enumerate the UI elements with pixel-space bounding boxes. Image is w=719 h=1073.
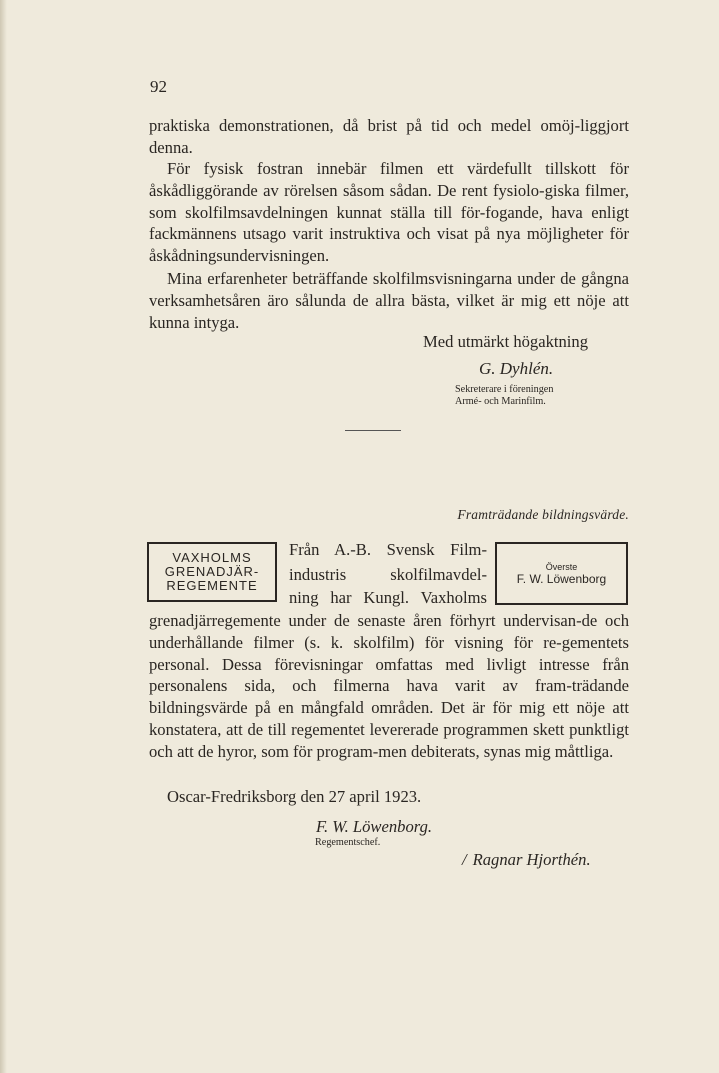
regiment-label-box — [147, 542, 277, 602]
page-spine-shadow — [0, 0, 7, 1073]
dateline: Oscar-Fredriksborg den 27 april 1923. — [167, 787, 422, 806]
colonel-label-box — [495, 542, 628, 605]
page-number: 92 — [150, 77, 167, 96]
regiment-label-line3: REGEMENTE — [166, 578, 258, 593]
wrapped-line-1: Från A.-B. Svensk Film- — [289, 540, 487, 559]
wrapped-line-3: ning har Kungl. Vaxholms — [289, 588, 487, 607]
signature-dyhlen-title-line1: Sekreterare i föreningen — [455, 384, 554, 395]
paragraph-3: Mina erfarenheter beträffande skolfilmsvisningarna under de gångna verksamhetsåren äro sålunda de allra bästa, vilket är mig ett nöje att kunna intyga. — [149, 269, 629, 332]
paragraph-1: praktiska demonstrationen, då brist på tid och medel omöj-liggjort denna. — [149, 116, 629, 157]
paragraph-4: grenadjärregemente under de senaste åren förhyrt undervisan-de och underhållande filmer (s. k. skolfilm) för visning för re-gementets personal. Dessa förevisningar omfattas med livligt intresse från personalens sida, och filmerna hava varit av fram-trädande bildningsvärde på en mångfald områden. Det är för mig ett nöje att konstatera, att de till regementet levererade programmen skett punktligt och att de hyror, som för program-men debiterats, synas mig måttliga. — [149, 611, 629, 761]
wrapped-line-2: industris skolfilmavdel- — [289, 565, 487, 584]
regiment-label-line2: GRENADJÄR- — [164, 564, 260, 579]
paragraph-2: För fysisk fostran innebär filmen ett värdefullt tillskott för åskådliggörande av rörelsen såsom sådan. De rent fysiolo-giska filmer, som skolfilmsavdelningen kunnat ställa till för-fogande, hava enligt fackmännens utsago varit instruktiva och visat på nya möjligheter för åskådningsundervisningen. — [149, 159, 629, 266]
signature-hjorthen: Ragnar Hjorthén. — [472, 850, 591, 869]
signature-dyhlen-title — [455, 384, 553, 408]
signature-lowenborg: F. W. Löwenborg. — [316, 817, 433, 836]
signature-lowenborg-title: Regementschef. — [315, 837, 381, 848]
signature-dyhlen: G. Dyhlén. — [479, 359, 554, 378]
colonel-name: F. W. Löwenborg — [516, 571, 607, 586]
closing-greeting: Med utmärkt högaktning — [423, 332, 588, 351]
regiment-label-line1: VAXHOLMS — [172, 550, 252, 565]
slash-mark: / — [462, 850, 467, 869]
colonel-rank: Överste — [545, 561, 578, 572]
section-divider — [345, 430, 401, 431]
section-heading: Framträdande bildningsvärde. — [457, 507, 629, 522]
signature-dyhlen-title-line2: Armé- och Marinfilm. — [455, 396, 546, 407]
signature-hjorthen-block — [462, 850, 591, 870]
